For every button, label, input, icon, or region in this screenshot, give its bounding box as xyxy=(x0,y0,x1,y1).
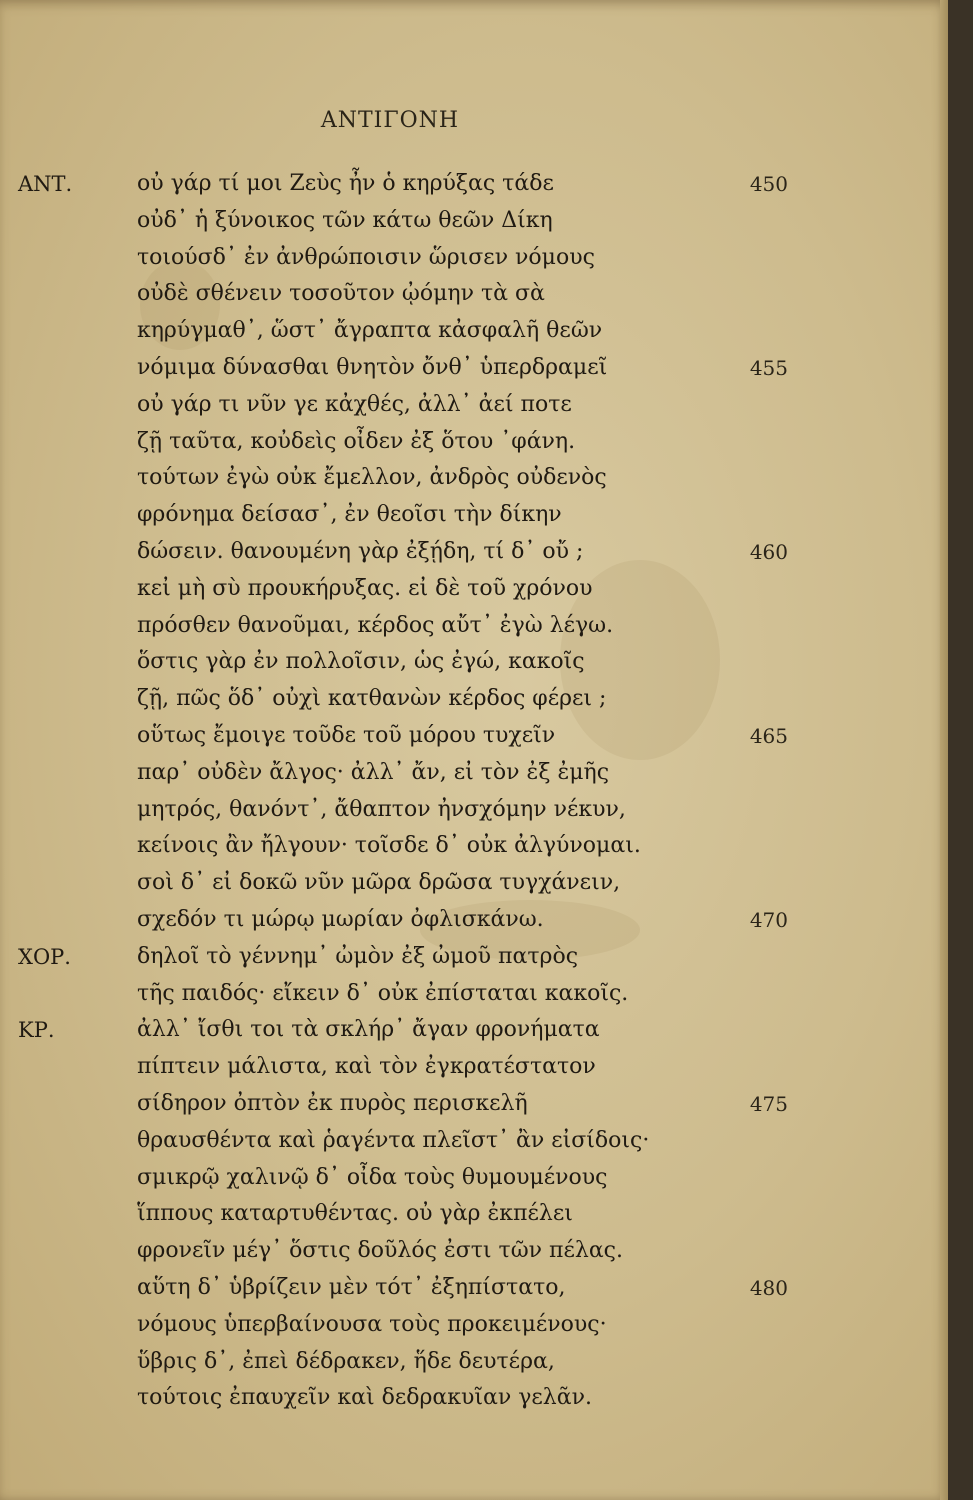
verse-line: οὐ γάρ τί μοι Ζεὺς ἦν ὁ κηρύξας τάδε xyxy=(137,171,554,196)
verse-line: οὐ γάρ τι νῦν γε κἀχθές, ἀλλ᾽ ἀεί ποτε xyxy=(137,391,572,417)
verse-line: σμικρῷ χαλινῷ δ᾽ οἶδα τοὺς θυμουμένους xyxy=(137,1164,608,1190)
verse-line: κεἰ μὴ σὺ προυκήρυξας. εἰ δὲ τοῦ χρόνου xyxy=(137,575,593,601)
verse-line: ἀλλ᾽ ἴσθι τοι τὰ σκλήρ᾽ ἄγαν φρονήματα xyxy=(137,1017,600,1043)
verse-line: τούτων ἐγὼ οὐκ ἔμελλον, ἀνδρὸς οὐδενὸς xyxy=(137,465,607,491)
verse-line: σχεδόν τι μώρῳ μωρίαν ὀφλισκάνω. xyxy=(137,907,544,932)
verse-line: κείνοις ἂν ἤλγουν· τοῖσδε δ᾽ οὐκ ἀλγύνομαι. xyxy=(137,833,641,859)
verse-line: οὕτως ἔμοιγε τοῦδε τοῦ μόρου τυχεῖν xyxy=(137,723,556,748)
verse-line: τούτοις ἐπαυχεῖν καὶ δεδρακυῖαν γελᾶν. xyxy=(137,1385,592,1411)
verse-line: σοὶ δ᾽ εἰ δοκῶ νῦν μῶρα δρῶσα τυγχάνειν, xyxy=(137,870,621,896)
speaker-label: ΚΡ. xyxy=(18,1018,55,1043)
verse-line: αὕτη δ᾽ ὑβρίζειν μὲν τότ᾽ ἐξηπίστατο, xyxy=(137,1275,566,1300)
verse-line: σίδηρον ὀπτὸν ἐκ πυρὸς περισκελῆ xyxy=(137,1091,528,1116)
verse-line: τοιούσδ᾽ ἐν ἀνθρώποισιν ὥρισεν νόμους xyxy=(137,244,595,270)
verse-line: δώσειν. θανουμένη γὰρ ἐξῄδη, τί δ᾽ οὔ ; xyxy=(137,539,584,564)
line-number: 450 xyxy=(749,172,788,196)
line-number: 480 xyxy=(749,1276,788,1300)
verse-line: φρονεῖν μέγ᾽ ὅστις δοῦλός ἐστι τῶν πέλας. xyxy=(137,1238,623,1264)
verse-line: νόμιμα δύνασθαι θνητὸν ὄνθ᾽ ὑπερδραμεῖ xyxy=(137,355,608,380)
running-header: ΑΝΤΙΓΟΝΗ xyxy=(320,108,460,133)
speaker-label: ΑΝΤ. xyxy=(18,172,73,196)
verse-line: τῆς παιδός· εἴκειν δ᾽ οὐκ ἐπίσταται κακοῖς. xyxy=(137,980,629,1006)
verse-line: ζῇ, πῶς ὅδ᾽ οὐχὶ κατθανὼν κέρδος φέρει ; xyxy=(137,686,607,712)
line-number: 460 xyxy=(749,540,788,564)
line-number: 455 xyxy=(749,356,788,380)
verse-line: μητρός, θανόντ᾽, ἄθαπτον ἠνσχόμην νέκυν, xyxy=(137,796,626,822)
verse-line: κηρύγμαθ᾽, ὥστ᾽ ἄγραπτα κἀσφαλῆ θεῶν xyxy=(137,318,603,344)
verse-line: πρόσθεν θανοῦμαι, κέρδος αὔτ᾽ ἐγὼ λέγω. xyxy=(137,612,614,638)
verse-line: ὅστις γὰρ ἐν πολλοῖσιν, ὡς ἐγώ, κακοῖς xyxy=(137,649,585,675)
verse-line: πίπτειν μάλιστα, καὶ τὸν ἐγκρατέστατον xyxy=(137,1054,596,1080)
verse-line: ζῇ ταῦτα, κοὐδεὶς οἶδεν ἐξ ὅτου ᾽φάνη. xyxy=(137,428,576,454)
page-edge xyxy=(940,0,948,1500)
verse-line: ὕβρις δ᾽, ἐπεὶ δέδρακεν, ἥδε δευτέρα, xyxy=(137,1348,555,1374)
verse-line: δηλοῖ τὸ γέννημ᾽ ὠμὸν ἐξ ὠμοῦ πατρὸς xyxy=(137,943,579,969)
verse-line: φρόνημα δείσασ᾽, ἐν θεοῖσι τὴν δίκην xyxy=(137,502,562,528)
line-number: 475 xyxy=(749,1092,788,1116)
verse-line: οὐδὲ σθένειν τοσοῦτον ᾠόμην τὰ σὰ xyxy=(137,281,545,307)
verse-line: νόμους ὑπερβαίνουσα τοὺς προκειμένους· xyxy=(137,1311,607,1337)
verse-line: παρ᾽ οὐδὲν ἄλγος· ἀλλ᾽ ἄν, εἰ τὸν ἐξ ἐμῆς xyxy=(137,759,610,785)
verse-line: οὐδ᾽ ἡ ξύνοικος τῶν κάτω θεῶν Δίκη xyxy=(137,207,553,233)
speaker-label: ΧΟΡ. xyxy=(18,944,71,969)
line-number: 465 xyxy=(749,724,788,748)
verse-line: θραυσθέντα καὶ ῥαγέντα πλεῖστ᾽ ἂν εἰσίδοις· xyxy=(137,1127,650,1153)
line-number: 470 xyxy=(749,908,788,932)
verse-line: ἵππους καταρτυθέντας. οὐ γὰρ ἐκπέλει xyxy=(137,1201,573,1227)
